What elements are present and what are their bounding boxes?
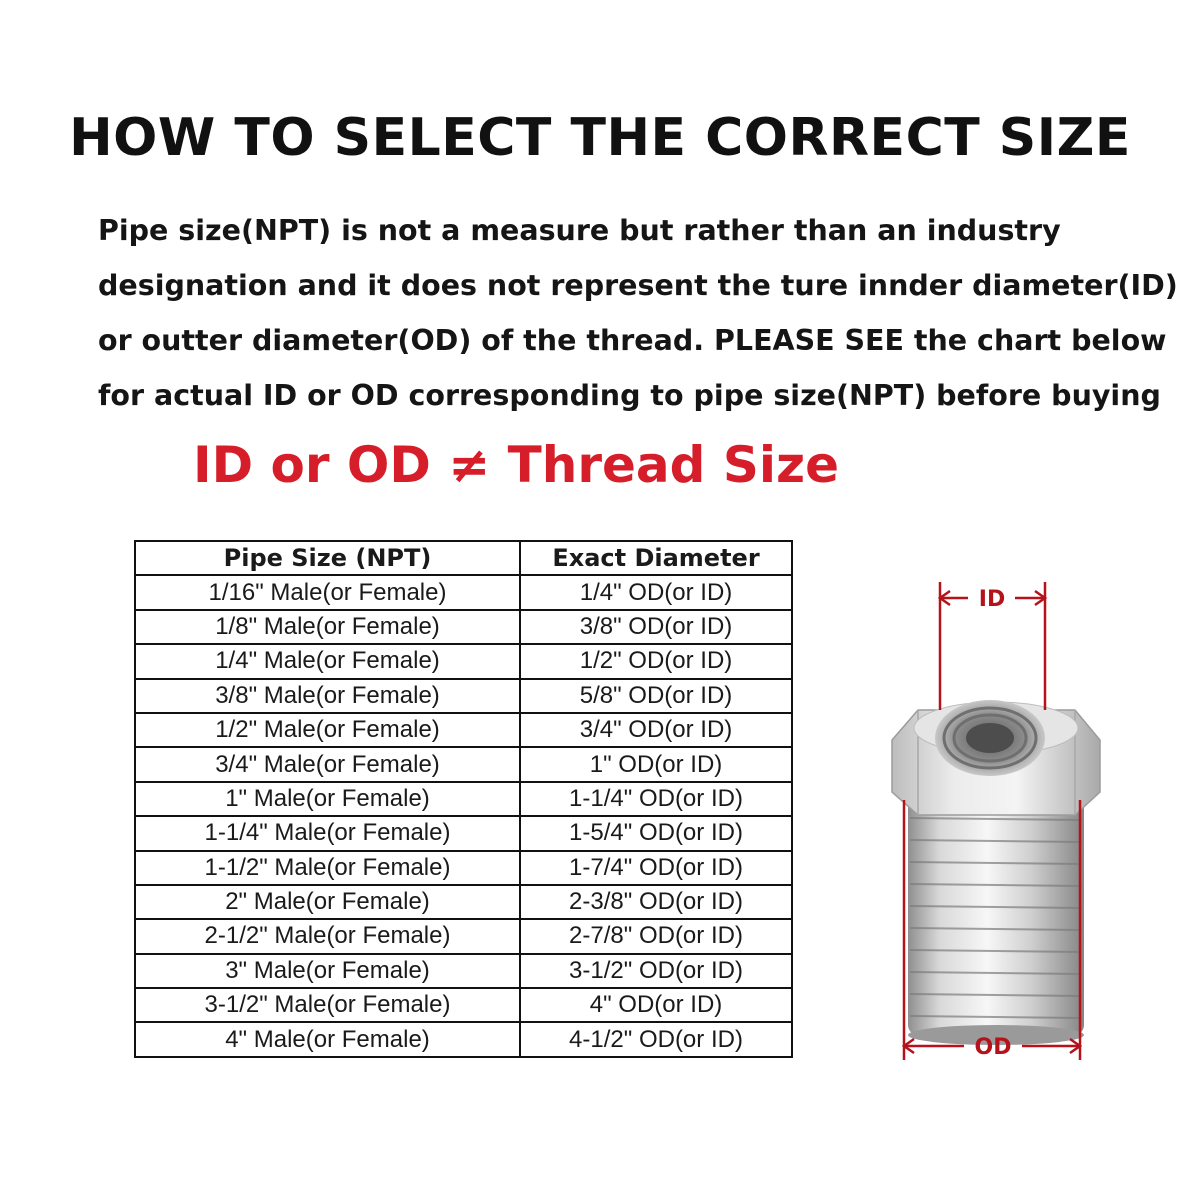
table-row (135, 782, 792, 816)
table-row (135, 851, 792, 885)
pipe-size-cell: 2" Male(or Female) (135, 885, 520, 919)
pipe-size-cell: 4" Male(or Female) (135, 1022, 520, 1056)
warning-heading: ID or OD ≠ Thread Size (193, 436, 840, 494)
table-row (135, 1022, 792, 1056)
exact-diameter-cell: 3/8" OD(or ID) (520, 610, 792, 644)
od-label: OD (974, 1035, 1012, 1060)
table-row (135, 610, 792, 644)
pipe-size-cell: 3" Male(or Female) (135, 954, 520, 988)
exact-diameter-cell: 1-1/4" OD(or ID) (520, 782, 792, 816)
pipe-size-cell: 3/8" Male(or Female) (135, 679, 520, 713)
pipe-size-cell: 1/8" Male(or Female) (135, 610, 520, 644)
exact-diameter-cell: 1/2" OD(or ID) (520, 644, 792, 678)
description (98, 203, 1178, 423)
threaded-body (908, 795, 1084, 1045)
size-chart-table (134, 540, 793, 1058)
page-title: HOW TO SELECT THE CORRECT SIZE (69, 108, 1131, 168)
pipe-size-cell: 1-1/4" Male(or Female) (135, 816, 520, 850)
table-row (135, 816, 792, 850)
table-row (135, 679, 792, 713)
threaded-bore (935, 700, 1045, 776)
table-header-row (135, 541, 792, 575)
reducer-bushing-illustration (870, 570, 1110, 1080)
pipe-size-cell: 2-1/2" Male(or Female) (135, 919, 520, 953)
table-body (135, 575, 792, 1056)
exact-diameter-cell: 1-7/4" OD(or ID) (520, 851, 792, 885)
pipe-size-cell: 3/4" Male(or Female) (135, 747, 520, 781)
exact-diameter-cell: 2-3/8" OD(or ID) (520, 885, 792, 919)
description-line: for actual ID or OD corresponding to pipe size(NPT) before buying (98, 379, 1161, 412)
table-row (135, 713, 792, 747)
exact-diameter-cell: 3/4" OD(or ID) (520, 713, 792, 747)
exact-diameter-cell: 1/4" OD(or ID) (520, 575, 792, 609)
exact-diameter-cell: 4-1/2" OD(or ID) (520, 1022, 792, 1056)
header-exact-diameter: Exact Diameter (520, 541, 792, 575)
pipe-size-cell: 1/16" Male(or Female) (135, 575, 520, 609)
pipe-size-cell: 1" Male(or Female) (135, 782, 520, 816)
pipe-size-cell: 3-1/2" Male(or Female) (135, 988, 520, 1022)
exact-diameter-cell: 3-1/2" OD(or ID) (520, 954, 792, 988)
pipe-size-cell: 1-1/2" Male(or Female) (135, 851, 520, 885)
description-line: Pipe size(NPT) is not a measure but rather than an industry (98, 214, 1061, 247)
exact-diameter-cell: 2-7/8" OD(or ID) (520, 919, 792, 953)
pipe-size-cell: 1/2" Male(or Female) (135, 713, 520, 747)
table-row (135, 885, 792, 919)
table-row (135, 747, 792, 781)
exact-diameter-cell: 1-5/4" OD(or ID) (520, 816, 792, 850)
table-row (135, 644, 792, 678)
exact-diameter-cell: 1" OD(or ID) (520, 747, 792, 781)
description-line: designation and it does not represent the ture innder diameter(ID) (98, 269, 1178, 302)
exact-diameter-cell: 4" OD(or ID) (520, 988, 792, 1022)
exact-diameter-cell: 5/8" OD(or ID) (520, 679, 792, 713)
description-line: or outter diameter(OD) of the thread. PLEASE SEE the chart below (98, 324, 1167, 357)
table-row (135, 988, 792, 1022)
table-row (135, 575, 792, 609)
header-pipe-size: Pipe Size (NPT) (135, 541, 520, 575)
id-label: ID (978, 587, 1006, 612)
pipe-size-cell: 1/4" Male(or Female) (135, 644, 520, 678)
table-row (135, 954, 792, 988)
table-row (135, 919, 792, 953)
